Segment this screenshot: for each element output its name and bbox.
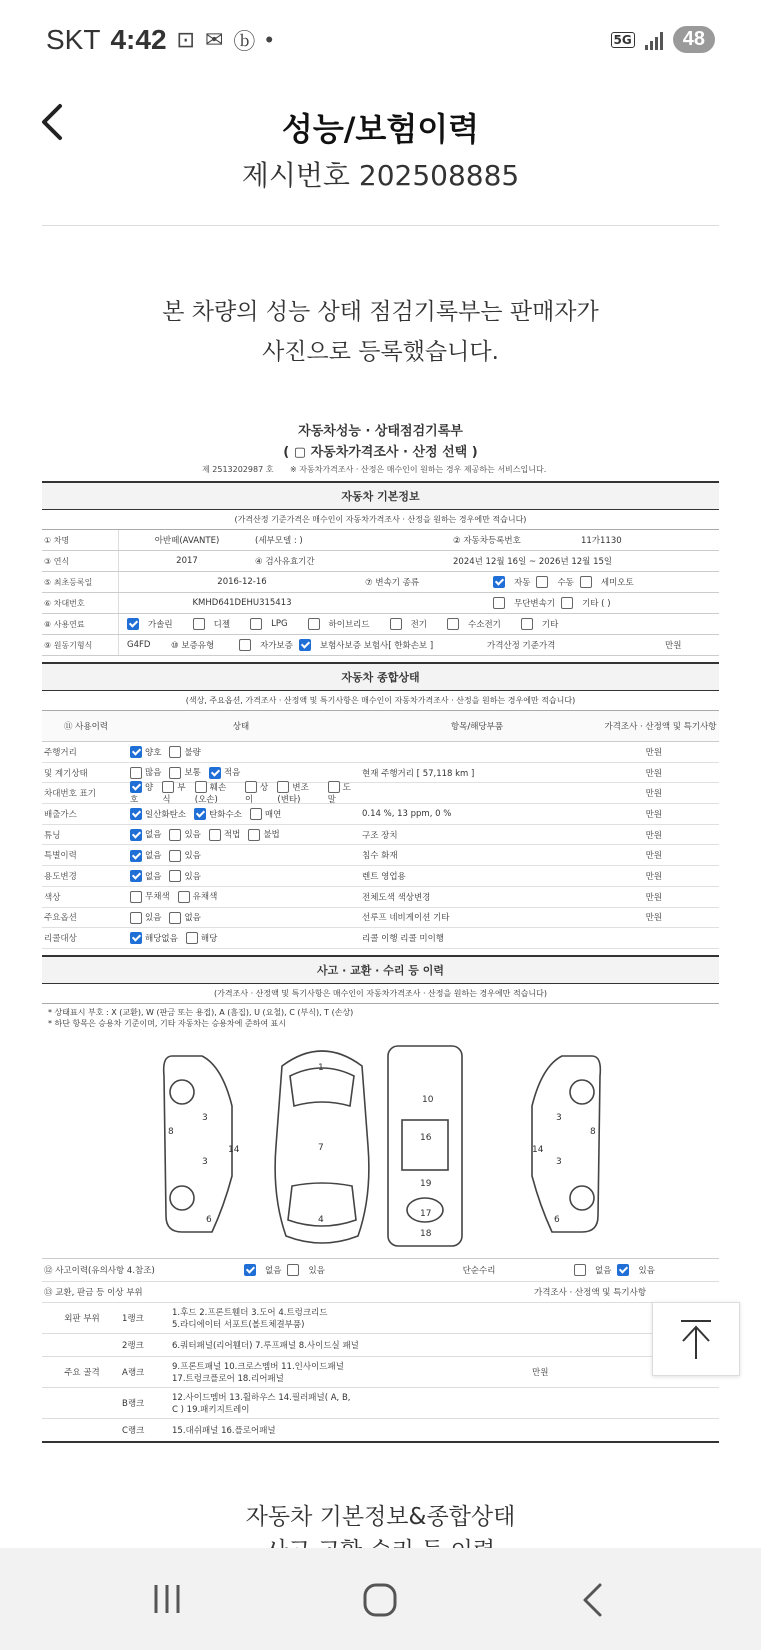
checkbox [186, 932, 198, 944]
row-options [130, 808, 352, 821]
row-price: 만원 [645, 892, 662, 903]
svg-text:8: 8 [590, 1126, 596, 1137]
row-price: 만원 [645, 789, 662, 800]
option-label: 있음 [169, 828, 200, 841]
svg-text:17: 17 [420, 1208, 432, 1219]
checkbox [248, 829, 260, 841]
overall-note: (색상, 주요옵션, 가격조사 · 산정액 및 특기사항은 매수인이 자동차가격조사 · 산정을 원하는 경우에만 적습니다) [42, 691, 719, 711]
row-label: 색상 [44, 892, 61, 903]
app-icon: ⓑ [233, 28, 256, 54]
checkbox [328, 781, 340, 793]
checkbox [447, 618, 459, 630]
checkbox [194, 808, 206, 820]
status-bar [0, 0, 761, 86]
svg-text:18: 18 [420, 1228, 432, 1239]
row-item: 0.14 %, 13 ppm, 0 % [362, 808, 452, 819]
option-label: 매연 [250, 808, 281, 821]
row-price: 만원 [645, 851, 662, 862]
table-row [42, 845, 719, 866]
row-car-name: ① 차명 아반떼(AVANTE) (세부모델 : ) ② 자동차등록번호 11가1130 [42, 530, 719, 551]
basic-info-note: (가격산정 기준가격은 매수인이 자동차가격조사 · 산정을 원하는 경우에만 적습니다) [42, 510, 719, 530]
checkbox [130, 767, 142, 779]
row-item: 선루프 네비게이션 기타 [362, 913, 450, 924]
table-row [42, 887, 719, 908]
svg-text:19: 19 [420, 1178, 432, 1189]
rankC-row: C랭크 15.대쉬패널 16.플로어패널 [42, 1419, 719, 1443]
checkbox [169, 746, 181, 758]
option-label: 없음 [130, 870, 161, 883]
intro-text: 본 차량의 성능 상태 점검기록부는 판매자가 사진으로 등록했습니다. [162, 299, 599, 365]
accident-note: (가격조사 · 산정액 및 특기사항은 매수인이 자동차가격조사 · 산정을 원하는 경우에만 적습니다) [42, 984, 719, 1004]
fuel-option-label: 디젤 [213, 620, 231, 630]
option-label: 없음 [130, 828, 161, 841]
option-label: 없음 [130, 849, 161, 862]
checkbox [130, 781, 142, 793]
row-item: 리콜 이행 리콜 미이행 [362, 934, 445, 945]
signal-icon [645, 30, 663, 50]
checkbox [130, 870, 142, 882]
fuel-option-label: 가솔린 [148, 620, 173, 630]
overall-column-header: ⑪ 사용이력 상태 항목/해당부품 가격조사 · 산정액 및 특기사항 [42, 711, 719, 742]
checkbox [169, 850, 181, 862]
row-price: 만원 [645, 768, 662, 779]
svg-text:10: 10 [422, 1094, 434, 1105]
table-row [42, 825, 719, 846]
accident-history-row: ⑫ 사고이력(유의사항 4.참조) 없음 있음 단순수리 없음 있음 [42, 1259, 719, 1282]
back-icon [580, 1582, 606, 1618]
fuel-option-label: 수소전기 [468, 620, 501, 630]
system-nav-bar [0, 1548, 761, 1650]
checkbox [193, 618, 205, 630]
doc-title: 자동차성능 · 상태점검기록부 [298, 424, 463, 439]
checkbox [169, 870, 181, 882]
system-back-button[interactable] [580, 1582, 606, 1622]
fuel-option-label: 기타 [541, 620, 559, 630]
checkbox [169, 912, 181, 924]
option-label: 해당 [186, 932, 217, 945]
accident-header: 사고 · 교환 · 수리 등 이력 [42, 955, 719, 984]
option-label: 적음 [209, 766, 240, 779]
checkbox [130, 746, 142, 758]
recent-apps-button[interactable] [150, 1582, 184, 1620]
overall-header: 자동차 종합상태 [42, 662, 719, 691]
fuel-option-label: LPG [271, 619, 288, 629]
home-button[interactable] [362, 1582, 398, 1622]
parts-header-row: ⑬ 교환, 판금 등 이상 부위 가격조사 · 산정액 및 특기사항 [42, 1282, 719, 1303]
doc-subtitle: ( ▢ 자동차가격조사 · 산정 선택 ) [283, 445, 478, 460]
clock: 4:42 [110, 24, 167, 55]
option-label: 도말 [327, 782, 351, 806]
checkbox [308, 618, 320, 630]
row-options [130, 781, 352, 806]
svg-text:7: 7 [318, 1142, 324, 1153]
row-label: 배출가스 [44, 809, 77, 820]
checkbox [521, 618, 533, 630]
svg-text:16: 16 [420, 1132, 432, 1143]
row-item: 침수 화재 [362, 851, 398, 862]
option-label: 무채색 [130, 890, 170, 903]
row-item: 현재 주행거리 [ 57,118 km ] [362, 768, 475, 779]
rankA-row: 주요 골격 A랭크 9.프론트패널 10.크로스멤버 11.인사이드패널 17.트렁크플로어 18.리어패널 만원 [42, 1357, 719, 1388]
option-label: 양호 [130, 782, 154, 806]
checkbox [178, 891, 190, 903]
checkbox [169, 829, 181, 841]
table-row [42, 866, 719, 887]
checkbox [169, 767, 181, 779]
caption-text-partial [0, 1538, 761, 1548]
row-year: ③ 연식 2017 ④ 검사유효기간 2024년 12월 16일 ~ 2026년 12월 15일 [42, 551, 719, 572]
checkbox [277, 781, 289, 793]
row-item: 전체도색 색상변경 [362, 892, 431, 903]
partial-text: 제시번호 202508885 [241, 159, 520, 192]
rank2-row: 2랭크 6.쿼터패널(리어휀더) 7.루프패널 8.사이드실 패널 [42, 1334, 719, 1357]
row-label: 튜닝 [44, 830, 61, 841]
row-options [130, 870, 352, 883]
checkbox [390, 618, 402, 630]
car-outline-icon [152, 1036, 612, 1256]
checkbox [209, 829, 221, 841]
table-row [42, 783, 719, 804]
option-label: 양호 [130, 746, 161, 759]
option-label: 부식 [162, 782, 186, 806]
checkbox [209, 767, 221, 779]
checkbox [130, 850, 142, 862]
row-item: 렌트 영업용 [362, 871, 406, 882]
row-vin: ⑥ 차대번호 KMHD641DEHU315413 무단변속기 기타 ( ) [42, 593, 719, 614]
more-notifications-icon: • [265, 27, 274, 52]
row-label: 주행거리 [44, 747, 77, 758]
svg-text:6: 6 [554, 1214, 560, 1225]
checkbox [130, 808, 142, 820]
checkbox [130, 932, 142, 944]
option-label: 적법 [209, 828, 240, 841]
option-label: 변조(변타) [277, 782, 309, 806]
option-label: 불법 [248, 828, 279, 841]
battery-icon: 48 [673, 26, 715, 53]
option-label: 많음 [130, 766, 161, 779]
network-icon: 5G [611, 32, 635, 48]
arrow-up-icon [677, 1317, 715, 1361]
svg-text:3: 3 [202, 1156, 208, 1167]
carrier: SKT [46, 24, 101, 55]
svg-text:3: 3 [556, 1156, 562, 1167]
row-fuel: ⑧ 사용연료 가솔린 디젤 LPG 하이브리드 전기 수소전기 기타 [42, 614, 719, 635]
option-label: 해당없음 [130, 932, 178, 945]
row-label: 차대번호 표기 [44, 789, 96, 800]
row-engine: ⑨ 원동기형식 G4FD ⑩ 보증유형 자가보증 보험사보증 보험사[ 한화손보 ] 가격산정 기준가격 만원 [42, 635, 719, 656]
checkbox [250, 618, 262, 630]
checkbox [162, 781, 174, 793]
option-label: 없음 [169, 911, 200, 924]
basic-info-header: 자동차 기본정보 [42, 481, 719, 510]
doc-number: 제 2513202987 호 [202, 465, 274, 474]
checkbox [130, 912, 142, 924]
svg-text:14: 14 [228, 1144, 240, 1155]
caption-text: 자동차 기본정보&종합상태 [245, 1504, 516, 1530]
option-label: 불량 [169, 746, 200, 759]
row-price: 만원 [645, 747, 662, 758]
checkbox [130, 829, 142, 841]
svg-text:8: 8 [168, 1126, 174, 1137]
option-label: 훼손(오손) [194, 782, 227, 806]
fuel-option-label: 전기 [410, 620, 428, 630]
row-price: 만원 [645, 913, 662, 924]
svg-text:1: 1 [318, 1062, 324, 1073]
svg-text:4: 4 [318, 1214, 324, 1225]
row-options [130, 746, 352, 759]
row-label: 주요옵션 [44, 913, 77, 924]
page-title: 성능/보험이력 [281, 110, 480, 148]
row-label: 및 계기상태 [44, 768, 88, 779]
row-label: 용도변경 [44, 871, 77, 882]
row-label: 리콜대상 [44, 934, 77, 945]
row-price: 만원 [645, 809, 662, 820]
rank1-row: 외판 부위 1랭크 1.후드 2.프론트휀더 3.도어 4.트렁크리드 5.라디에이터 서포트(볼트체결부품) [42, 1303, 719, 1334]
scroll-top-button[interactable] [652, 1302, 740, 1376]
row-options [130, 890, 352, 903]
row-options [130, 911, 352, 924]
overall-rows [42, 742, 719, 949]
inspection-document-image[interactable]: 자동차성능 · 상태점검기록부 ( ▢ 자동차가격조사 · 산정 선택 ) 제 2513202987 호 ※ 자동차가격조사 · 산정은 매수인이 원하는 경우 제공하는 서비스입니다. 자동차 기본정보 (가격산정 기준가격은 매수인이 자동차가격조사 · 산정을 원하는 경우에만 적습니다) ① 차명 아반떼(AVANTE) (세부모델 : ) ② 자동차등록번호 11가1130 ③ 연식 2017 ④ 검사유효기간 2024년 12월 16일 ~ 2026년 12월 15일 ⑤ 최초등록일 2016-12-16 ⑦ 변속기 종류 자동 수동 세미오토 ⑥ 차대번호 KMHD641DEHU315413 무단변속기 기타 ( ) ⑧ 사용연료 가솔린 디젤 LPG 하이브리드 전기 수소전기 기타 ⑨ 원동기형식 G4FD ⑩ 보증유형 자가보증 보험사보증 보험사[ 한화손보 ] 가격산정 기준가격 만원 자동차 종합상태 (색상, 주요옵션, 가격조사 · 산정액 및 특기사항은 매수인이 자동차가격조사 · 산정을 원하는 경우에만 적습니다) ⑪ 사용이력 상태 항목/해당부품 가격조사 · 산정액 및 특기사항 주행거리 양호 불량 만원 및 계기상태 많음 보통 적음 현재 주행거리 [ 57,118 km ] 만원 차대번호 표기 양호 부식 훼손(오손) 상이 변조(변타) 도말 만원 배출가스 일산화탄소 탄화수소 매연 0.14 %, 13 ppm, 0 % 만원 튜닝 없음 있음 적법 불법 구조 장치 만원 특별이력 없음 있음 침수 화재 만원 용도변경 없음 있음 렌트 영업용 만원 색상 무채색 유채색 전체도색 색상변경 만원 주요옵션 있음 없음 선루프 네비게이션 기타 만원 리콜대상 해당없음 해당 리콜 이행 리콜 미이행 사고 · 교환 · 수리 등 이력 (가격조사 · 산정액 및 특기사항은 매수인이 자동차가격조사 · 산정을 원하는 경우에만 적습니다) * 상태표시 부호 : X (교환), W (판금 또는 용접), A (흠집), U (요철), C (부식), T (손상) * 하단 항목은 승용차 기준이며, 기타 자동차는 승용차에 준하여 표시 3 3 6 8 14 1 7 4 10 16 19 17 18 3 3 6 8 14 ⑫ 사고이력(유의사항 4.참조) 없음 있음 단순수리 없음 있음 ⑬ 교환, 판금 등 이상 부위 가격조사 · 산정액 및 특기사항 외판 부위 1랭크 1.후드 2.프론트휀더 3.도어 4.트렁크리드 5.라디에이터 서포트(볼트체결부품) 2랭크 6.쿼터패널(리어휀더) 7.루프패널 8.사이드실 패널 주요 골격 A랭크 9.프론트패널 10.크로스멤버 11.인사이드패널 17.트렁크플로어 18.리어패널 만원 B랭크 12.사이드멤버 13.휠하우스 14.필러패널( A, B, C ) 19.패키지트레이 C랭크 15.대쉬패널 16.플로어패널 [42, 418, 719, 1458]
table-row [42, 908, 719, 929]
svg-text:3: 3 [202, 1112, 208, 1123]
checkbox [195, 781, 207, 793]
option-label: 보통 [169, 766, 200, 779]
row-price: 만원 [645, 830, 662, 841]
car-damage-diagram [42, 1032, 719, 1259]
checkbox [130, 891, 142, 903]
table-row [42, 928, 719, 949]
home-icon [362, 1582, 398, 1618]
checkbox-auto [493, 576, 505, 588]
option-label: 탄화수소 [194, 808, 242, 821]
rankB-row: B랭크 12.사이드멤버 13.휠하우스 14.필러패널( A, B, C ) 19.패키지트레이 [42, 1388, 719, 1419]
option-label: 일산화탄소 [130, 808, 186, 821]
row-price: 만원 [645, 871, 662, 882]
svg-text:3: 3 [556, 1112, 562, 1123]
option-label: 상이 [245, 782, 269, 806]
fuel-option-label: 하이브리드 [328, 620, 370, 630]
row-options [130, 766, 352, 779]
svg-text:14: 14 [532, 1144, 544, 1155]
checkbox [250, 808, 262, 820]
row-options [130, 828, 352, 841]
row-options [130, 932, 352, 945]
divider [42, 225, 719, 226]
row-options [130, 849, 352, 862]
option-label: 있음 [169, 870, 200, 883]
option-label: 있음 [130, 911, 161, 924]
row-item: 구조 장치 [362, 830, 398, 841]
screenshot-icon: ⊡ [176, 27, 195, 52]
option-label: 유채색 [178, 890, 218, 903]
doc-note: ※ 자동차가격조사 · 산정은 매수인이 원하는 경우 제공하는 서비스입니다. [290, 465, 547, 474]
recent-apps-icon [150, 1582, 184, 1616]
row-first-reg: ⑤ 최초등록일 2016-12-16 ⑦ 변속기 종류 자동 수동 세미오토 [42, 572, 719, 593]
row-label: 특별이력 [44, 851, 77, 862]
checkbox [127, 618, 139, 630]
table-row [42, 742, 719, 763]
table-row [42, 804, 719, 825]
notification-icon: ✉ [204, 27, 224, 52]
checkbox [245, 781, 257, 793]
svg-text:6: 6 [206, 1214, 212, 1225]
option-label: 있음 [169, 849, 200, 862]
